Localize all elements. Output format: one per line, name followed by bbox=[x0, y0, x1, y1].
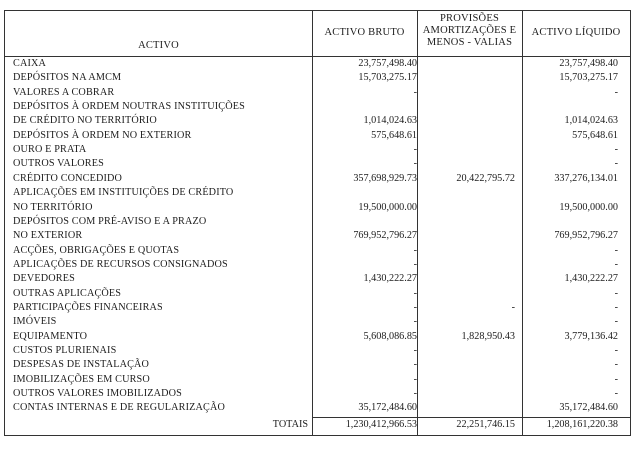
row-label: DEPÓSITOS À ORDEM NOUTRAS INSTITUIÇÕES bbox=[13, 101, 245, 113]
table-row bbox=[5, 186, 630, 200]
cell-activo-bruto: 575,648.61 bbox=[371, 129, 417, 141]
cell-activo-bruto: - bbox=[413, 316, 417, 328]
cell-activo-liquido: 23,757,498.40 bbox=[559, 58, 618, 69]
row-label: CONTAS INTERNAS E DE REGULARIZAÇÃO bbox=[13, 402, 225, 414]
row-label: CAIXA bbox=[13, 58, 47, 69]
row-label: CRÉDITO CONCEDIDO bbox=[13, 172, 123, 184]
table-row bbox=[5, 401, 630, 415]
table-row bbox=[5, 114, 630, 128]
cell-activo-bruto: 769,952,796.27 bbox=[353, 230, 417, 242]
cell-activo-liquido: 15,703,275.17 bbox=[559, 72, 618, 84]
cell-activo-liquido: 1,430,222.27 bbox=[564, 273, 618, 285]
row-label: NO EXTERIOR bbox=[13, 230, 83, 242]
table-row bbox=[5, 330, 630, 344]
cell-activo-bruto: - bbox=[413, 388, 417, 400]
cell-activo-bruto: - bbox=[413, 144, 417, 156]
row-label: APLICAÇÕES EM INSTITUIÇÕES DE CRÉDITO bbox=[13, 187, 234, 199]
cell-activo-liquido: 769,952,796.27 bbox=[554, 230, 618, 242]
cell-activo-liquido: 575,648.61 bbox=[572, 129, 618, 141]
row-label: APLICAÇÕES DE RECURSOS CONSIGNADOS bbox=[13, 258, 228, 270]
cell-activo-liquido: - bbox=[614, 316, 618, 328]
cell-activo-liquido: 337,276,134.01 bbox=[554, 172, 618, 184]
cell-provisoes: - bbox=[511, 301, 515, 313]
row-label: DEPÓSITOS COM PRÉ-AVISO E A PRAZO bbox=[13, 215, 207, 227]
table-row bbox=[5, 229, 630, 243]
cell-activo-bruto: 1,430,222.27 bbox=[363, 273, 417, 285]
cell-activo-bruto: - bbox=[413, 345, 417, 356]
table-row bbox=[5, 344, 630, 358]
table-row bbox=[5, 387, 630, 401]
header-provisoes-line3: MENOS - VALIAS bbox=[426, 37, 513, 48]
totals-label: TOTAIS bbox=[272, 419, 308, 430]
cell-activo-liquido: - bbox=[614, 388, 618, 400]
cell-activo-liquido: 19,500,000.00 bbox=[559, 201, 618, 213]
header-activo-bruto: ACTIVO BRUTO bbox=[324, 27, 405, 38]
table-row bbox=[5, 358, 630, 372]
cell-activo-bruto: - bbox=[413, 373, 417, 385]
table-row bbox=[5, 157, 630, 171]
cell-activo-liquido: - bbox=[614, 359, 618, 371]
cell-activo-bruto: 357,698,929.73 bbox=[353, 172, 417, 184]
row-label: DEVEDORES bbox=[13, 273, 75, 285]
cell-activo-bruto: - bbox=[413, 287, 417, 299]
cell-activo-liquido: - bbox=[614, 244, 618, 256]
table-row bbox=[5, 373, 630, 387]
table-row bbox=[5, 315, 630, 329]
header-activo-liquido: ACTIVO LÍQUIDO bbox=[531, 27, 621, 38]
cell-activo-liquido: 3,779,136.42 bbox=[564, 330, 618, 342]
row-label: IMOBILIZAÇÕES EM CURSO bbox=[13, 373, 150, 385]
header-provisoes-line2: AMORTIZAÇÕES E bbox=[422, 25, 517, 36]
row-label: EQUIPAMENTO bbox=[13, 330, 88, 342]
table-row bbox=[5, 86, 630, 100]
totals-row bbox=[5, 418, 630, 432]
table-row bbox=[5, 100, 630, 114]
cell-activo-bruto: - bbox=[413, 359, 417, 371]
table-row bbox=[5, 129, 630, 143]
row-label: DEPÓSITOS À ORDEM NO EXTERIOR bbox=[13, 129, 192, 141]
header-activo: ACTIVO bbox=[138, 40, 179, 51]
row-label: IMÓVEIS bbox=[13, 316, 57, 328]
table-row bbox=[5, 201, 630, 215]
cell-activo-liquido: - bbox=[614, 287, 618, 299]
table-row bbox=[5, 244, 630, 258]
table-row bbox=[5, 71, 630, 85]
row-label: DE CRÉDITO NO TERRITÓRIO bbox=[13, 115, 157, 127]
totals-activo-liquido: 1,208,161,220.38 bbox=[546, 419, 618, 430]
row-label: OURO E PRATA bbox=[13, 144, 87, 156]
row-label: DESPESAS DE INSTALAÇÃO bbox=[13, 359, 150, 371]
cell-activo-bruto: - bbox=[413, 301, 417, 313]
totals-activo-bruto: 1,230,412,966.53 bbox=[345, 419, 417, 430]
cell-activo-bruto: - bbox=[413, 86, 417, 98]
cell-provisoes: 1,828,950.43 bbox=[461, 330, 515, 342]
cell-activo-bruto: - bbox=[413, 244, 417, 256]
cell-activo-liquido: - bbox=[614, 144, 618, 156]
cell-activo-bruto: 15,703,275.17 bbox=[358, 72, 417, 84]
cell-provisoes: 20,422,795.72 bbox=[456, 172, 515, 184]
row-label: NO TERRITÓRIO bbox=[13, 201, 93, 213]
cell-activo-bruto: - bbox=[413, 258, 417, 270]
cell-activo-liquido: - bbox=[614, 258, 618, 270]
cell-activo-liquido: - bbox=[614, 158, 618, 170]
row-label: OUTROS VALORES IMOBILIZADOS bbox=[13, 388, 182, 400]
row-label: VALORES A COBRAR bbox=[13, 86, 115, 98]
cell-activo-bruto: 1,014,024.63 bbox=[363, 115, 417, 127]
balance-sheet-table bbox=[4, 10, 631, 436]
cell-activo-bruto: 19,500,000.00 bbox=[358, 201, 417, 213]
cell-activo-liquido: 35,172,484.60 bbox=[559, 402, 618, 414]
table-row bbox=[5, 287, 630, 301]
table-row bbox=[5, 215, 630, 229]
header-provisoes bbox=[417, 13, 522, 49]
table-row bbox=[5, 172, 630, 186]
totals-provisoes: 22,251,746.15 bbox=[456, 419, 515, 430]
cell-activo-liquido: - bbox=[614, 86, 618, 98]
cell-activo-bruto: 5,608,086.85 bbox=[363, 330, 417, 342]
row-label: DEPÓSITOS NA AMCM bbox=[13, 72, 122, 84]
table-row bbox=[5, 301, 630, 315]
row-label: OUTRAS APLICAÇÕES bbox=[13, 287, 122, 299]
cell-activo-bruto: 23,757,498.40 bbox=[358, 58, 417, 69]
row-label: CUSTOS PLURIENAIS bbox=[13, 345, 117, 356]
table-row bbox=[5, 272, 630, 286]
cell-activo-liquido: - bbox=[614, 345, 618, 356]
table-row bbox=[5, 57, 630, 71]
table-row bbox=[5, 143, 630, 157]
row-label: PARTICIPAÇÕES FINANCEIRAS bbox=[13, 301, 163, 313]
row-label: OUTROS VALORES bbox=[13, 158, 104, 170]
header-provisoes-line1: PROVISÕES bbox=[440, 13, 499, 24]
table-row bbox=[5, 258, 630, 272]
cell-activo-liquido: 1,014,024.63 bbox=[564, 115, 618, 127]
row-label: ACÇÕES, OBRIGAÇÕES E QUOTAS bbox=[13, 244, 180, 256]
cell-activo-bruto: 35,172,484.60 bbox=[358, 402, 417, 414]
cell-activo-liquido: - bbox=[614, 301, 618, 313]
cell-activo-liquido: - bbox=[614, 373, 618, 385]
cell-activo-bruto: - bbox=[413, 158, 417, 170]
